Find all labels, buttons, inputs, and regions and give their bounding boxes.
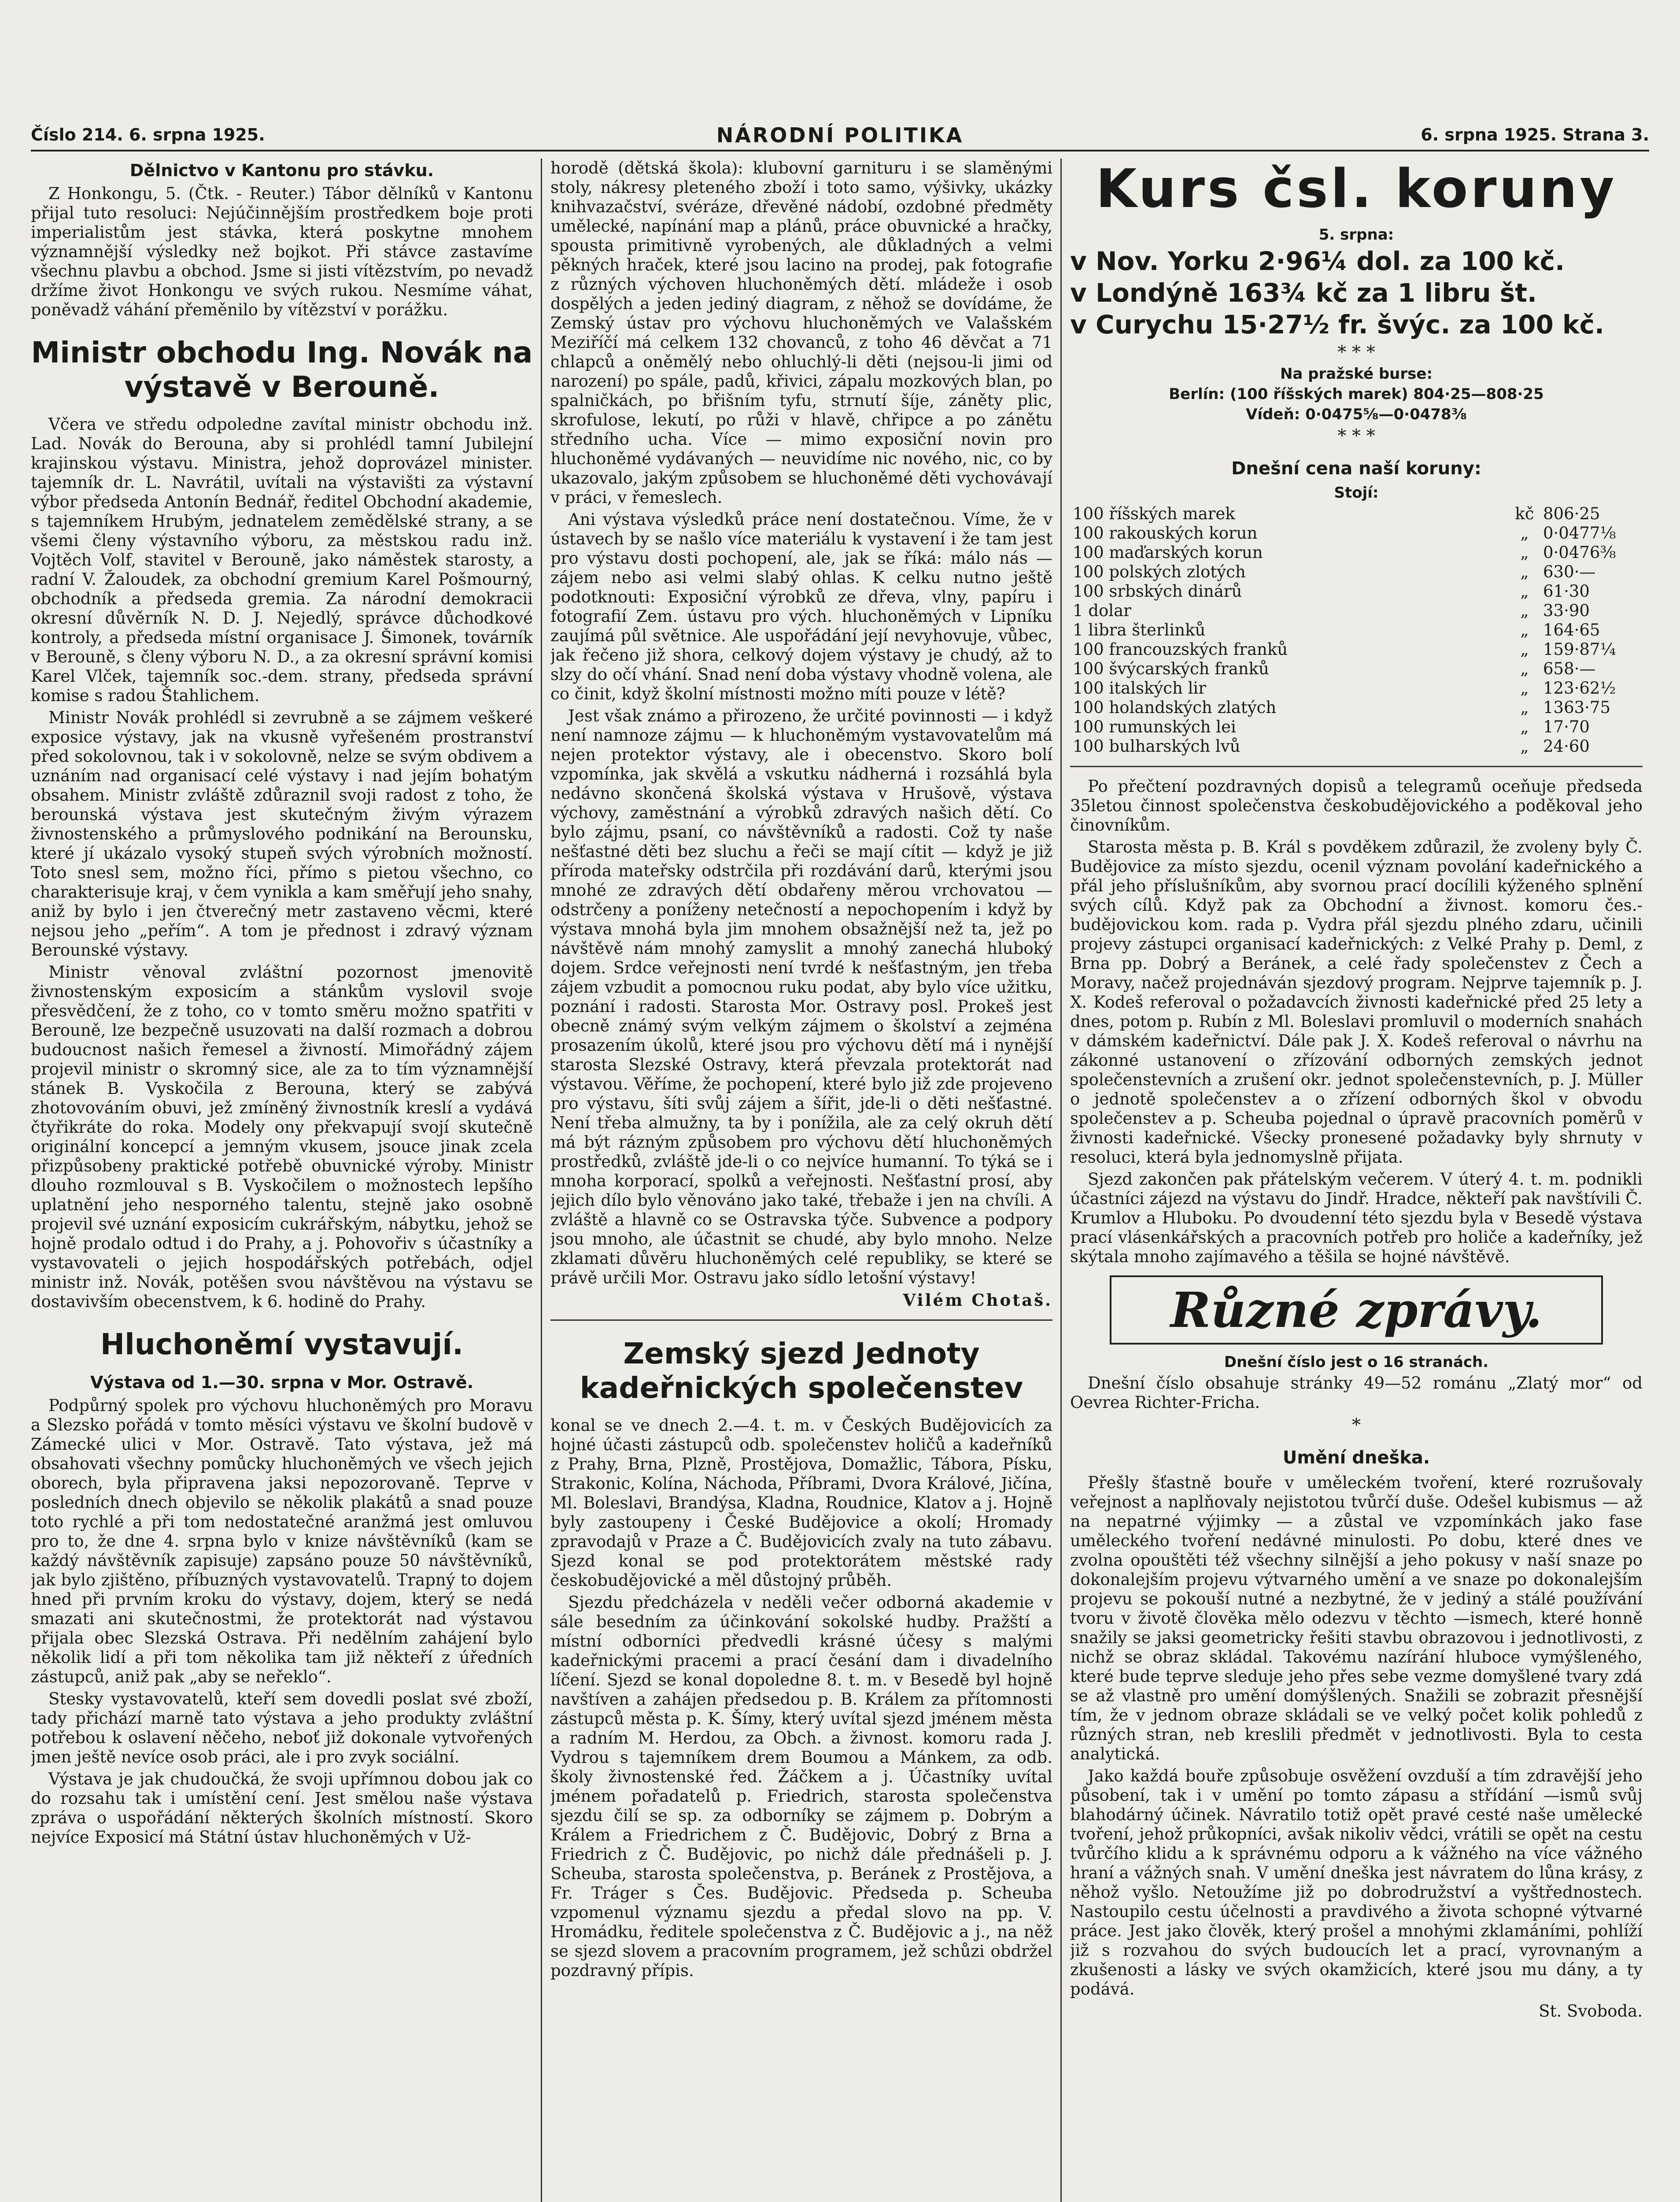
rate-row [1070, 562, 1643, 582]
rate-date: 5. srpna: [1318, 226, 1394, 244]
rate-label: 100 rakouských korun [1073, 524, 1258, 543]
rate-label: 100 holandských zlatých [1073, 698, 1277, 717]
rate-value: 17·70 [1543, 717, 1590, 736]
rate-london: v Londýně 163¾ kč za 1 libru št. [1070, 278, 1537, 308]
rate-unit: „ [1520, 698, 1529, 717]
section-headline: Různé zprávy. [1110, 1275, 1603, 1345]
rate-row [1070, 698, 1643, 717]
rate-row [1070, 601, 1643, 621]
rate-value: 164·65 [1543, 621, 1600, 639]
rate-value: 33·90 [1543, 601, 1590, 620]
divider [550, 1319, 1052, 1321]
rate-zurich: v Curychu 15·27½ fr. švýc. za 100 kč. [1070, 310, 1604, 340]
rate-value: 159·87¼ [1543, 640, 1616, 659]
article-headline: Ministr obchodu Ing. Novák na výstavě v Berouně. [31, 336, 533, 404]
rate-value: 806·25 [1543, 504, 1600, 523]
price-heading: Dnešní cena naší koruny: [1231, 458, 1481, 479]
rate-unit: „ [1520, 524, 1529, 543]
rate-unit: „ [1520, 640, 1529, 659]
burse-heading: Na pražské burse: [1280, 365, 1433, 383]
rates-table [1070, 504, 1643, 756]
article-paragraph: Včera ve středu odpoledne zavítal ministr obchodu inž. Lad. Novák do Berouna, aby si prohlédl tamní Jubilejní krajinskou výstavu. Ministra, jehož doprovázel minister. tajemník dr. L. Navrátil, uvítali na výstavišti za výstavní výbor předseda Antonín Bednář, ředitel Obchodní akademie, s tajemníkem Hrubým, jednatelem zemědělské strany, a se všemi členy výstavního výboru, za městskou radu inž. Vojtěch Volf, stavitel v Berouně, jako náměstek starosty, a radní V. Žaloudek, za obchodní gremium Karel Pošmourný, obchodník a předseda gremia. Za národní demokracii okresní důvěrník N. D. J. Nejedlý, správce důchodkové kontroly, a předseda místní organisace J. Šimonek, továrník v Berouně, s členy výboru N. D., a za okresní správní komisi Karel Vlček, tajemník soc.-dem. strany, předseda správní komise s radou Štahlichem. [31, 415, 533, 705]
separator-star: * [1352, 1415, 1361, 1435]
rate-label: 1 libra šterlinků [1073, 621, 1206, 639]
rate-label: 100 švýcarských franků [1073, 659, 1269, 678]
rate-label: 100 říšských marek [1073, 504, 1235, 523]
rate-value: 630·— [1543, 562, 1596, 581]
column-2 [550, 159, 1052, 2202]
column-divider [541, 159, 542, 2202]
rate-value: 1363·75 [1543, 698, 1611, 717]
rate-row [1070, 524, 1643, 543]
article-paragraph: Ministr věnoval zvláštní pozornost jmenovitě živnostenským exposicím a stánkům vyslovil svoje přesvědčení, že z toho, co v tomto směru možno spatřiti v Berouně, lze bezpečně usuzovati na další rozmach a dobrou budoucnost našich řemesel a živností. Mimořádný zájem projevil ministr o skromný sice, ale za to tím významnější stánek B. Vyskočila z Berouna, který se zabývá zhotovováním obuvi, jež zmíněný živnostník kreslí a vydává čtyřikráte do roka. Modely ony překvapují svojí skutečně originální koncepcí a jemným vkusem, jsouce jinak zcela přizpůsobeny praktické potřebě obuvnické výroby. Ministr dlouho rozmlouval s B. Vyskočilem o možnostech lepšího uplatnění jeho nesporného talentu, stejně jako osobně projevil své uznání exposicím cukrářským, nábytku, jehož se hojně prodalo odtud i do Prahy, a j. Pohovořiv s účastníky a vystavovateli o jejich hospodářských potřebách, odjel ministr inž. Novák, potěšen svou návštěvou na výstavu se dostavivším obecenstvem, k 6. hodině do Prahy. [31, 963, 533, 1311]
rate-vienna: Vídeň: 0·0475⅝—0·0478⅜ [1246, 406, 1467, 423]
issue-number: Číslo 214. 6. srpna 1925. [31, 125, 265, 144]
issue-page-count: Dnešní číslo jest o 16 stranách. [1224, 1353, 1489, 1371]
article-paragraph: Ministr Novák prohlédl si zevrubně a se zájmem veškeré exposice výstavy, jak na vkusně vyřešeném prostranství před sokolovnou, tak i v sokolovně, nelze se svým obdivem a uznáním nad organisací celé výstavy i nad jejím bohatým obsahem. Ministr zvláště zdůraznil svoji radost z toho, že berounská výstava jest skutečným živým výrazem živnostenského a průmyslového podnikání na Berounsku, které jí ukázalo vysoký stupeň svých výrobních možností. Toto snesl sem, možno říci, přímo s pietou všechno, co charakterisuje kraj, v čem vynikla a kam směřují jeho snahy, aniž by bylo i jen čtverečný metr zastaveno věcmi, které nejsou jeho „peřím“. A tom je přednost i zdravý význam Berounské výstavy. [31, 708, 533, 960]
exchange-rate-headline: Kurs čsl. koruny [1096, 159, 1617, 220]
rate-value: 658·— [1543, 659, 1596, 678]
rate-unit: „ [1520, 562, 1529, 581]
rate-unit: „ [1520, 737, 1529, 756]
divider [1070, 766, 1643, 767]
rate-label: 100 polských zlotých [1073, 562, 1246, 581]
rate-row [1070, 717, 1643, 737]
column-1 [31, 159, 533, 2202]
rate-label: 100 maďarských korun [1073, 543, 1263, 562]
article-paragraph: Ani výstava výsledků práce není dostatečnou. Víme, že v ústavech by se našlo více materiálu k vystavení i že tam jest pro výstavu dosti pochopení, ale, jak se říká: málo nás — zájem nebo asi velmi slabý ohlas. K celku nutno ještě podotknouti: Exposiční výrobků ze dřeva, vlny, papíru i fotografií Zem. ústavu pro vých. hluchoněmých v Lipníku zaujímá půl světnice. Ale uspořádání její nevyhovuje, vůbec, jak řečeno již shora, celkový dojem výstavy je chudý, až to slzy do očí vhání. Snad není doba výstavy vhodně volena, ale co činit, když školní místnosti možno míti pouze v létě? [550, 510, 1052, 703]
rate-unit: „ [1520, 679, 1529, 698]
rate-unit: „ [1520, 543, 1529, 562]
rate-unit: „ [1520, 621, 1529, 639]
rate-value: 0·0477⅛ [1543, 524, 1616, 543]
rate-unit: kč [1515, 504, 1534, 523]
separator-stars: * * * [1337, 426, 1375, 446]
article-paragraph: Jako každá bouře způsobuje osvěžení ovzduší a tím zdravější jeho působení, tak i v umění po tomto zápasu a střídání —ismů svůj blahodárný účinek. Návratilo totiž opět pravé cesté naše umělecké tvoření, jehož průkopníci, avšak nikoliv vědci, vrátili se opět na cestu tvůrčího klidu a k správnému odporu a k vážného na více vážného hraní a vážných snah. V umění dneška jest návratem do lůna krásy, z něhož vyšlo. Netoužíme již po dobrodružství a vyštřednostech. Nastoupilo cestu účelnosti a pravdivého a života schopné výtvarné práce. Jest jako člověk, který prošel a mnohými zklamáními, pohlíží již s rozvahou do svých budoucích let a prací, vyrovnaným a zkušenosti a lásky ve svých okamžicích, které jsou mu dány, a ty podává. [1070, 1766, 1643, 1999]
article-paragraph: konal se ve dnech 2.—4. t. m. v Českých Budějovicích za hojné účasti zástupců odb. společenstev holičů a kadeřníků z Prahy, Brna, Plzně, Prostějova, Domažlic, Tábora, Písku, Strakonic, Kolína, Náchoda, Příbrami, Dvora Králové, Jičína, Ml. Boleslavi, Brandýsa, Kladna, Roudnice, Klatov a j. Hojně byly zastoupeny i České Budějovice a okolí; Hromady zpravodajů v Praze a Č. Budějovicích zvaly na tuto zábavu. Sjezd konal se pod protektorátem městské rady českobudějovické a měl důstojný průběh. [550, 1416, 1052, 1590]
article-headline: Umění dneška. [1282, 1448, 1430, 1468]
article-paragraph: Výstava je jak chudoučká, že svoji upřímnou dobou jak co do rozsahu tak i umístění cení. Jest smělou naše výstava zpráva o uspořádání některých školních místností. Skoro nejvíce Exposicí má Státní ústav hluchoněmých v Už- [31, 1770, 533, 1847]
rate-row [1070, 679, 1643, 698]
article-paragraph: Stesky vystavovatelů, kteří sem dovedli poslat své zboží, tady přichází marně tato výstava a jeho produkty zvláštní potřebou k oslavení něčeho, neboť již dokonale vytvořených jmen ještě nevíce osob práci, ale i pro zvyk sociální. [31, 1689, 533, 1766]
article-headline: Dělnictvo v Kantonu pro stávku. [129, 161, 434, 180]
article-paragraph: Sjezdu předcházela v neděli večer odborná akademie v sále besedním za účinkování sokolské hudby. Pražští a místní odborníci předvedli krásné účesy s malými kadeřnickými pracemi a prací česání dam i divadelního líčení. Sjezd se konal dopoledne 8. t. m. v Besedě byl hojně navštíven a zahájen předsedou p. B. Králem za přítomnosti zástupců města p. K. Šímy, který uvítal sjezd jménem města a radním M. Herdou, za Obch. a živnost. komoru rada J. Vydrou s tajemníkem drem Boumou a Mánkem, za odb. školy živnostenské řed. Žáčkem a j. Účastníky uvítal jménem pořadatelů p. Friedrich, starosta společenstva sjezdu čilí se sp. za odborníky se zájmem p. Dobrým a Králem a Friedrichem z Č. Budějovic, Dobrý z Brna a Friedrich z Č. Budějovic, po nichž dále přednášeli p. J. Scheuba, starosta společenstva, p. Beránek z Prostějova, a Fr. Tráger s Čes. Budějovic. Předseda p. Scheuba vzpomenul významu sjezdu a předal slovo na pp. V. Hromádku, ředitele společenstva z Č. Budějovic a j., na něž se sjezd slovem a pracovním programem, jež schůzi obdržel pozdravný přípis. [550, 1593, 1052, 1980]
rate-label: 100 srbských dinárů [1073, 582, 1242, 601]
article-paragraph: Přešly šťastně bouře v uměleckém tvoření, které rozrušovaly veřejnost a naplňovaly nejistotou tvůrčí duše. Odešel kubismus — až na nepatrné výjimky — a zůstal ve vzpomínkách jako fase uměleckého tvoření nedávné minulosti. Po dobu, které dnes ve zvolna opouštěti též všechny silnější a jeho pokusy v naší snaze po dokonalejším projevu výtvarného umění a ve snaze po dokonalejším projevu se pokouší nutné a nezbytné, že v jediný a stálé používání tvoru v životě člověka mělo odezvu v těchto —ismech, které honně snažily se jaksi geometricky řešiti stavbu obrazovou i jednotlivosti, z nichž se obraz skládal. Takovému nazírání hluboce vymýšleného, které bude teprve sleduje jeho přes sebe vezme domyšlené tvary zdá se až vlastně pro umění domýšlených. Snažili se zobrazit přesnější tím, že v jednom obraze skládali se ve velký počet kolik pohledů z různých stran, neb kreslili předmět v jednotlivosti. Byla to cesta analytická. [1070, 1473, 1643, 1763]
rate-value: 0·0476⅜ [1543, 543, 1616, 562]
rate-label: 1 dolar [1073, 601, 1131, 620]
rate-value: 61·30 [1543, 582, 1590, 601]
price-subheading: Stojí: [1334, 484, 1379, 502]
rate-row [1070, 640, 1643, 659]
article-signature: St. Svoboda. [1539, 2002, 1643, 2021]
rate-row [1070, 504, 1643, 524]
column-divider [1060, 159, 1062, 2202]
masthead [31, 119, 1649, 151]
rate-unit: „ [1520, 717, 1529, 736]
article-subheadline: Výstava od 1.—30. srpna v Mor. Ostravě. [90, 1373, 474, 1392]
article-headline: Zemský sjezd Jednoty kadeřnických společenstev [580, 1337, 1023, 1405]
rate-value: 24·60 [1543, 737, 1590, 756]
article-paragraph: Starosta města p. B. Král s povděkem zdůrazil, že zvoleny byly Č. Budějovice za místo sjezdu, ocenil význam povolání kadeřnického a přál jeho příslušníkům, aby svornou prací docílili kýženého splnění svých cílů. Když pak za Obchodní a živnost. komoru čes.-budějovickou kom. rada p. Vydra přál sjezdu plného zdaru, učinili projevy zástupci organisací kadeřnických: z Velké Prahy p. Deml, z Brna pp. Dobrý a Beránek, a celé řady společenstev z Čech a Moravy, načež projednáván sjezdový program. Nejprve tajemník p. J. X. Kodeš referoval o požadavcích živnosti kadeřnické před 25 lety a dnes, potom p. Rubín z Ml. Boleslavi promluvil o moderních snahách v dámském kadeřnictví. Dále pak J. X. Kodeš referoval o návrhu na zákonné ustanovení o zřízování odborných zemských jednot společenstevních a zrušení okr. jednot společenstevních, p. J. Müller o jednotě společenstev a o zřízení odborných škol v obvodu společenstev a p. Scheuba pojednal o úpravě pracovních poměrů v živnosti kadeřnické. Všecky pronesené požadavky byly shrnuty v resoluci, která byla jednomyslně přijata. [1070, 838, 1643, 1167]
column-3 [1070, 159, 1643, 2202]
rate-value: 123·62½ [1543, 679, 1616, 698]
article-paragraph: Po přečtení pozdravných dopisů a telegramů oceňuje předseda 35letou činnost společenstva českobudějovického a poděkoval jeho činovníkům. [1070, 777, 1643, 835]
article-paragraph: Sjezd zakončen pak přátelským večerem. V úterý 4. t. m. podnikli účastníci zájezd na výstavu do Jindř. Hradce, někteří pak navštívili Č. Krumlov a Hluboku. Po dvoudenní této sjezdu byla v Besedě výstava prací vlásenkářských a pracovních potřeb pro holiče a kadeřníky, jež skýtala mnoho zajímavého a těšila se hojné návštěvě. [1070, 1170, 1643, 1266]
rate-label: 100 bulharských lvů [1073, 737, 1241, 756]
article-paragraph: Dnešní číslo obsahuje stránky 49—52 románu „Zlatý mor“ od Oevrea Richter-Fricha. [1070, 1374, 1643, 1412]
rate-new-york: v Nov. Yorku 2·96¼ dol. za 100 kč. [1070, 246, 1565, 276]
rate-label: 100 francouzských franků [1073, 640, 1288, 659]
rate-unit: „ [1520, 582, 1529, 601]
article-paragraph: Podpůrný spolek pro výchovu hluchoněmých pro Moravu a Slezsko pořádá v tomto měsíci výstavu ve školní budově v Zámecké ulici v Mor. Ostravě. Tato výstava, jež má obsahovati všechny pomůcky hluchoněmých ve všech jejich oborech, byla připravena jaksi nepozorovaně. Teprve v posledních dnech objevilo se několik plakátů a snad pouze toto rychlé a při tom nedostatečné aranžmá jest omluvou pro to, že dne 4. srpna bylo v knize návštěvníků (kam se každý návštěvník zapisuje) zapsáno pouze 50 návštěvníků, jak bylo zjištěno, příbuzných vystavovatelů. Trapný to dojem hned při prvním kroku do výstavy, dojem, který se nedá smazati ani skutečnostmi, že protektorát nad výstavou přijala obec Slezská Ostrava. Při nedělním zahájení bylo několik lidí a při tom několika tam již někteří z úředních zástupců, aniž pak „aby se neřeklo“. [31, 1396, 533, 1686]
separator-stars: * * * [1337, 342, 1375, 362]
rate-label: 100 rumunských lei [1073, 717, 1236, 736]
article-signature: Vilém Chotaš. [903, 1290, 1052, 1310]
article-paragraph: Z Honkongu, 5. (Čtk. - Reuter.) Tábor dělníků v Kantonu přijal tuto resoluci: Nejúčinnějším prostředkem boje proti imperialistům jest stávka, která poskytne mnohem významnější výsledky než bojkot. Při stávce zastavíme všechnu plavbu a obchod. Jsme si jisti vítězstvím, po nevadž držíme život Honkongu ve svých rukou. Nesmíme váhat, poněvadž váhání přeměnilo by vítězství v porážku. [31, 184, 533, 319]
article-paragraph: horodě (dětská škola): klubovní garnituru i se slaměnými stoly, nákresy pleteného zboží i toto samo, výšivky, ukázky knihvazačství, svéráze, dřevěné nádobí, ozdobné předměty umělecké, napínání map a plánů, práce obuvnické a hračky, spousta primitivně vyrobených, ale důkladných a velmi pěkných hraček, které jsou lacino na prodej, pak fotografie z různých výchoven hluchoněmých dětí. mládeže i osob dospělých a jeden jediný diagram, z něhož se dovídáme, že Zemský ústav pro výchovu hluchoněmých ve Valašském Meziříčí má celkem 132 chovanců, z toho 46 děvčat a 71 chlapců a oněmělý nebo ohluchlý-li děti (nejsou-li jimi od narození) po spále, padů, křivici, zápalu mozkových blan, po spalničkách, po břišním tyfu, strnutí šíje, záněty plic, skrofulose, lekutí, po růži v hlavě, chřipce a po zánětu středního ucha. Více — mimo exposiční novin pro hluchoněmé vydávaných — neuvidíme nic nového, nic, co by ukazovalo, jakým způsobem se hluchoněmé děti vychovávají v práci, v řemeslech. [550, 159, 1052, 507]
paper-title: NÁRODNÍ POLITIKA [716, 123, 964, 147]
rate-row [1070, 659, 1643, 679]
rate-unit: „ [1520, 659, 1529, 678]
article-headline: Hluchoněmí vystavují. [100, 1327, 464, 1361]
rate-berlin: Berlín: (100 říšských marek) 804·25—808·25 [1169, 385, 1544, 403]
rate-row [1070, 621, 1643, 640]
page-date: 6. srpna 1925. Strana 3. [1421, 125, 1649, 144]
rate-label: 100 italských lir [1073, 679, 1206, 698]
rate-row [1070, 582, 1643, 601]
article-paragraph: Jest však známo a přirozeno, že určité povinnosti — i když není namnoze zájmu — k hluchoněmým vystavovatelům má nejen protektor výstavy, ale i obecenstvo. Skoro bolí vzpomínka, jak skvělá a vskutku nádherná i rozsáhlá byla nedávno skončená školská výstava v Hrušově, výstava výchovy, zaměstnání a výrobků zdravých našich dětí. Co bylo zájmu, psaní, co návštěvníků a radosti. Což ty naše nešťastné děti bez sluchu a řeči se mají cítit — když je již příroda mateřsky odstrčila při rozdávání darů, kterými jsou mnohé ze zdravých dětí obdařeny měrou vrchovatou — odstrčeny a poníženy netečností a nepochopením i když by výstava mnohá byla jim mnohem obsažnější než ta, jež po návštěvě nám mnohý zamyslit a mnohý zanechá hluboký dojem. Srdce veřejnosti není tvrdé k nešťastným, jen třeba zájem vzbudit a pomocnou ruku podat, aby bylo více užitku, poznání i radosti. Starosta Mor. Ostravy posl. Prokeš jest obecně známý svým velkým zájmem o školství a zejména prosazením úkolů, které jsou pro výchovu dětí má i nynější starosta Slezské Ostravy, která převzala protektorát nad výstavou. Věříme, že pochopení, které bylo již zde projeveno pro výstavu, šíti svůj zájem a šířit, jde-li o děti nešťastné. Není třeba almužny, ta by i ponížila, ale za celý okruh dětí má být rázným způsobem pro výchovu dětí hluchoněmých prostředků, zvláště jde-li o co nejvíce humanní. To týká se i mnoha korporací, spolků a veřejnosti. Nešťastní prosí, aby jejich dílo bylo věnováno jako také, třebaže i jen na chvíli. A zvláště a hlavně co se Ostravska týče. Subvence a podpory jsou mnoho, ale účastnit se chudé, aby bylo mnoho. Nelze zklamati důvěru hluchoněmých celé republiky, se které se právě určili Mor. Ostravu jako sídlo letošní výstavy! [550, 706, 1052, 1287]
rate-row [1070, 543, 1643, 562]
rate-unit: „ [1520, 601, 1529, 620]
rate-row [1070, 737, 1643, 756]
